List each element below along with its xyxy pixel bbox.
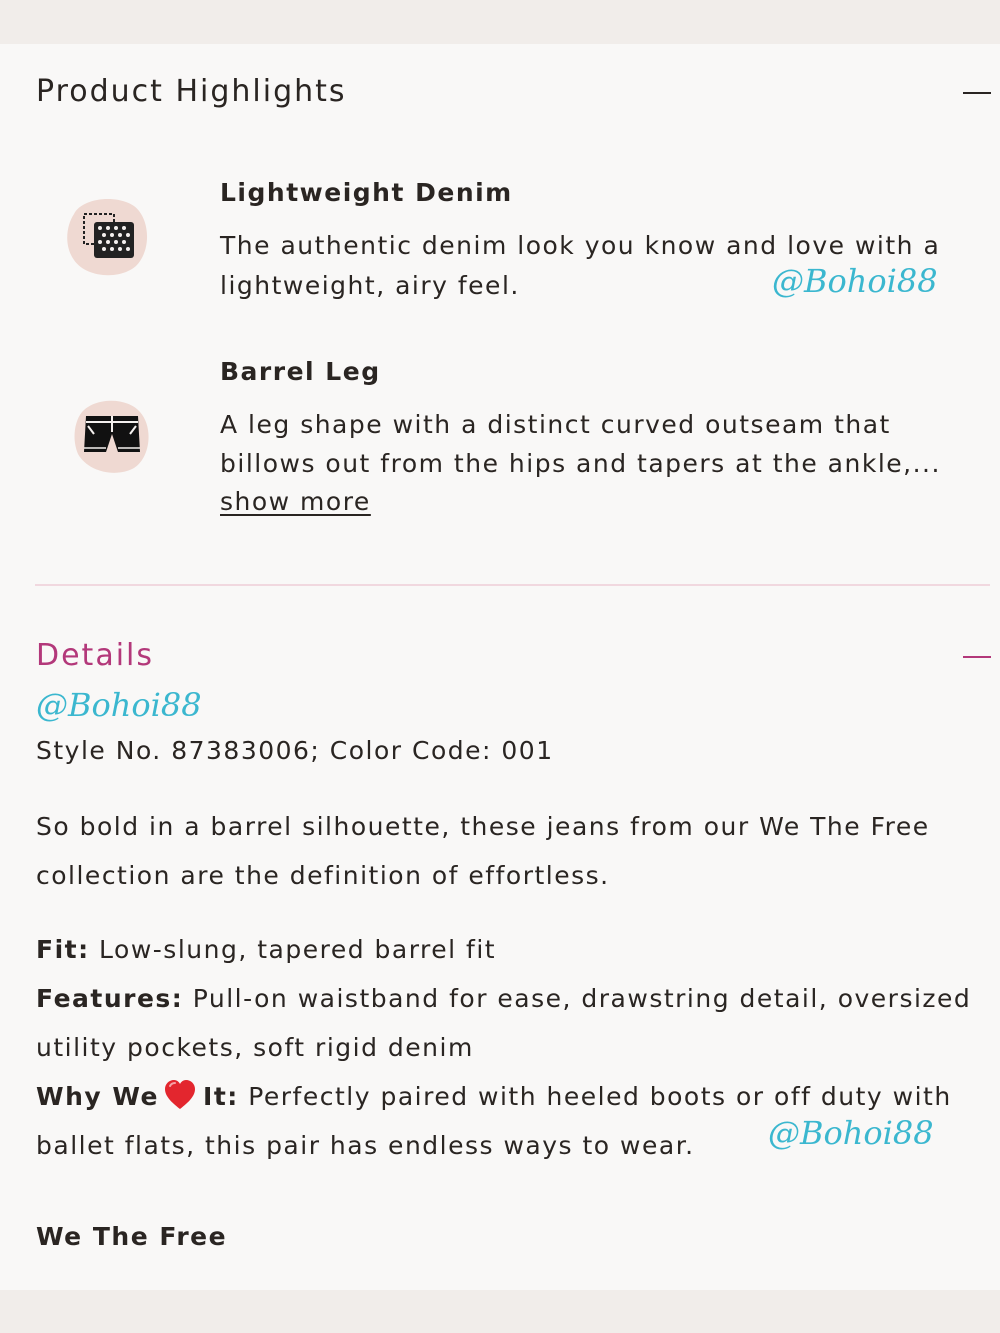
why-label-start: Why We [36,1082,160,1111]
show-more-link[interactable]: show more [220,487,371,516]
section-divider [35,584,990,586]
denim-fabric-icon [64,194,148,278]
watermark-text: @Bohoi88 [768,1114,934,1152]
why-label-end: It: [203,1082,239,1111]
brand-name[interactable]: We The Free [36,1222,228,1251]
why-we-love-it-line-2: ballet flats, this pair has endless ways to wear. [36,1131,695,1160]
why-value: Perfectly paired with heeled boots or off duty with [238,1082,952,1111]
heart-icon [163,1078,197,1112]
bottom-band [0,1290,1000,1333]
top-band [0,0,1000,44]
product-highlights-collapse-icon[interactable] [963,92,991,94]
features-line-2: utility pockets, soft rigid denim [36,1033,474,1062]
fit-value: Low-slung, tapered barrel fit [89,935,497,964]
watermark-text: @Bohoi88 [36,686,202,724]
highlight-title-lightweight-denim: Lightweight Denim [220,178,513,207]
highlight-title-barrel-leg: Barrel Leg [220,357,381,386]
details-description-line2: collection are the definition of effortless. [36,861,610,890]
style-number: Style No. 87383006; Color Code: 001 [36,736,554,765]
watermark-text: @Bohoi88 [772,262,938,300]
highlight-description-line1: A leg shape with a distinct curved outseam that [220,410,891,439]
product-highlights-title[interactable]: Product Highlights [36,74,347,109]
highlight-description-line2: billows out from the hips and tapers at the ankle,... [220,449,941,478]
features-line [36,974,976,1023]
highlight-description-lightweight-denim: The authentic denim look you know and love with a lightweight, airy feel. [220,231,941,300]
features-label: Features: [36,984,184,1013]
features-value: Pull-on waistband for ease, drawstring detail, oversized [183,984,972,1013]
fit-line [36,925,976,974]
details-collapse-icon[interactable] [963,656,991,658]
details-description-line1: So bold in a barrel silhouette, these jeans from our We The Free [36,812,930,841]
details-title[interactable]: Details [36,638,155,673]
fit-label: Fit: [36,935,90,964]
shorts-icon [70,394,154,478]
